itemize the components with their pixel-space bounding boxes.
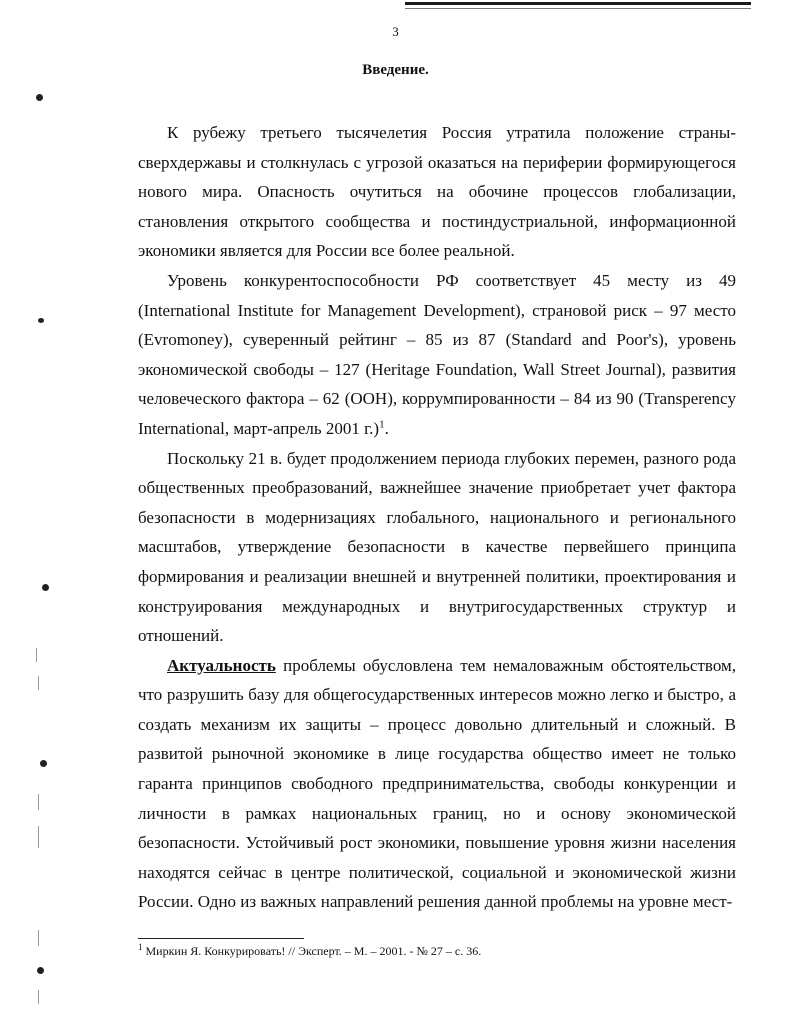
punch-hole-mark bbox=[36, 94, 43, 101]
paragraph-2-text: Уровень конкурентоспособности РФ соответствует 45 месту из 49 (International Institute for Management Development), страновой риск – 97 место (Evromoney), суверенный рейтинг – 85 из 87 (Standard and Poor's), уровень экономической свободы – 127 (Heritage Foundation, Wall Street Journal), развития человеческого фактора – 62 (ООН), коррумпированности – 84 из 90 (Transperency International, март-апрель 2001 г.) bbox=[138, 270, 736, 438]
footnote-divider bbox=[138, 938, 304, 939]
punch-hole-mark bbox=[42, 584, 49, 591]
body-text bbox=[138, 118, 736, 917]
scan-artifact-line bbox=[38, 930, 39, 946]
punch-hole-mark bbox=[38, 318, 44, 323]
footnote bbox=[138, 944, 481, 959]
footnote-number: 1 bbox=[138, 942, 143, 952]
scan-artifact-line bbox=[38, 990, 39, 1004]
footnote-reference: 1 bbox=[379, 418, 385, 431]
scan-artifact-line bbox=[38, 676, 39, 690]
top-border-line-thin bbox=[405, 8, 751, 9]
paragraph-3: Поскольку 21 в. будет продолжением периода глубоких перемен, разного рода общественных преобразований, важнейшее значение приобретает учет фактора безопасности в модернизациях глобального, национального и регионального масштабов, утверждение безопасности в качестве первейшего принципа формирования и реализации внешней и внутренней политики, проектирования и конструирования международных и внутригосударственных структур и отношений. bbox=[138, 448, 736, 646]
paragraph-2-end: . bbox=[384, 418, 389, 438]
term-relevance: Актуальность bbox=[167, 655, 276, 675]
paragraph-4 bbox=[138, 651, 736, 917]
paragraph-1: К рубежу третьего тысячелетия Россия утратила положение страны-сверхдержавы и столкнулась с угрозой оказаться на периферии формирующегося нового мира. Опасность очутиться на обочине процессов глобализации, становления открытого сообщества и постиндустриальной, информационной экономики является для России все более реальной. bbox=[138, 123, 736, 261]
top-border-line bbox=[405, 2, 751, 5]
scan-artifact-line bbox=[38, 826, 39, 848]
page-number: 3 bbox=[392, 24, 399, 39]
scan-artifact-line bbox=[36, 648, 37, 662]
footnote-text: Миркин Я. Конкурировать! // Эксперт. – М. – 2001. - № 27 – с. 36. bbox=[142, 944, 482, 958]
punch-hole-mark bbox=[40, 760, 47, 767]
paragraph-2 bbox=[138, 266, 736, 444]
section-heading: Введение. bbox=[362, 62, 429, 78]
punch-hole-mark bbox=[37, 967, 44, 974]
scan-artifact-line bbox=[38, 794, 39, 810]
paragraph-4-text: проблемы обусловлена тем немаловажным обстоятельством, что разрушить базу для общегосударственных интересов можно легко и быстро, а создать механизм их защиты – процесс довольно длительный и сложный. В развитой рыночной экономике в лице государства общество имеет не только гаранта принципов свободного предпринимательства, свободы конкуренции и личности в рамках национальных границ, но и основу экономической безопасности. Устойчивый рост экономики, повышение уровня жизни населения находятся сейчас в центре политической, социальной и экономической жизни России. Одно из важных направлений решения данной проблемы на уровне мест- bbox=[138, 655, 736, 912]
